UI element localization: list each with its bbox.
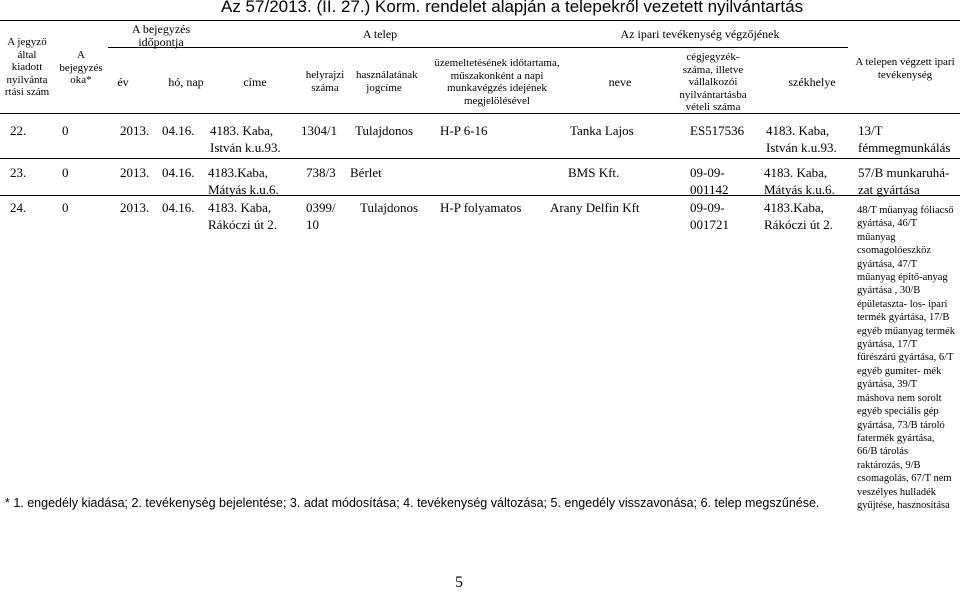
cell-jogcim: Tulajdonos	[355, 123, 414, 138]
cell-cim: 4183. Kaba, István k.u.93.	[210, 123, 281, 155]
footnote: * 1. engedély kiadása; 2. tevékenység bejelentése; 3. adat módosítása; 4. tevékenység változása; 5. engedély visszavonása; 6. telep megszűnése.	[5, 496, 820, 510]
cell-nr: 24.	[10, 200, 27, 215]
cell-neve: BMS Kft.	[568, 165, 620, 180]
cell-ok: 0	[62, 123, 69, 138]
cell-jogcim: Bérlet	[350, 165, 382, 180]
cell-ok: 0	[62, 200, 69, 215]
cell-neve: Tanka Lajos	[570, 123, 634, 138]
header-hasznalat: használatának jogcíme	[356, 69, 418, 94]
cell-hrsz: 1304/1	[301, 123, 338, 138]
cell-neve: Arany Delfin Kft	[550, 200, 640, 215]
header-top-rule	[0, 20, 960, 21]
cell-ho-nap: 04.16.	[162, 123, 195, 138]
cell-ev: 2013.	[120, 123, 150, 138]
row-rule	[0, 158, 960, 159]
cell-ok: 0	[62, 165, 69, 180]
cell-cim: 4183. Kaba, Rákóczi út 2.	[208, 200, 277, 232]
cell-ev: 2013.	[120, 165, 150, 180]
cell-uzemido: H-P folyamatos	[440, 200, 522, 215]
cell-cegj: 09-09- 001142	[690, 165, 729, 197]
header-neve: neve	[608, 75, 632, 89]
cell-jogcim: Tulajdonos	[360, 200, 419, 215]
header-nyilvantartasi-szam: A jegyző által kiadott nyilvánta rtási szám	[4, 36, 50, 98]
cell-szekhely: 4183. Kaba, István k.u.93.	[766, 123, 837, 155]
cell-hrsz: 738/3	[306, 165, 336, 180]
cell-tevekenyseg: 13/T fémmegmunkálás	[858, 123, 951, 155]
cell-nr: 23.	[10, 165, 27, 180]
header-cime: címe	[243, 75, 267, 89]
header-szekhely: székhelye	[788, 75, 836, 89]
header-bottom-rule	[0, 113, 960, 114]
header-cegjegyzek: cégjegyzék- száma, illetve vállalkozói nyilvántartásba vételi száma	[679, 51, 747, 113]
cell-uzemido: H-P 6-16	[440, 123, 488, 138]
cell-cim: 4183.Kaba, Mátyás k.u.6.	[208, 165, 279, 197]
header-tevekenyseg: A telepen végzett ipari tevékenység	[855, 56, 955, 81]
cell-cegj: ES517536	[690, 123, 745, 138]
header-telep-group: A telep	[362, 27, 398, 41]
cell-ev: 2013.	[120, 200, 150, 215]
header-ev: év	[117, 75, 129, 89]
header-vegzo-group: Az ipari tevékenység végzőjének	[620, 27, 780, 41]
cell-tevekenyseg: 57/B munkaruhá- zat gyártása	[858, 165, 950, 197]
header-mid-rule	[108, 47, 848, 48]
header-idopont: A bejegyzés időpontja	[131, 22, 191, 49]
cell-ho-nap: 04.16.	[162, 165, 195, 180]
cell-hrsz: 0399/ 10	[306, 200, 336, 232]
cell-ho-nap: 04.16.	[162, 200, 195, 215]
cell-nr: 22.	[10, 123, 27, 138]
cell-cegj: 09-09- 001721	[690, 200, 729, 232]
header-ho-nap: hó, nap	[168, 75, 204, 89]
cell-szekhely: 4183.Kaba, Rákóczi út 2.	[764, 200, 833, 232]
header-bejegyzes-oka: A bejegyzés oka*	[59, 49, 103, 86]
cell-tevekenyseg: 48/T műanyag fóliacső gyártása, 46/T műanyag csomagolóeszköz gyártása, 47/T műanyag építő-anyag gyártása , 30/B épületaszta- los- ipari termék gyártása, 17/B egyéb műanyag termék gyártása, 17/T fűrészárú gyártása, 6/T egyéb gumiter- mék gyártása, 39/T máshova nem sorolt egyéb speciális gép gyártása, 73/B tároló fatermék gyártása, 66/B tárolás raktározás, 9/B csomagolás, 67/T nem veszélyes hulladék gyűjtése, hasznosítása	[857, 205, 955, 511]
cell-szekhely: 4183. Kaba, Mátyás k.u.6.	[764, 165, 835, 197]
page-number: 5	[455, 574, 463, 591]
header-helyrajzi: helyrajzi száma	[305, 69, 345, 94]
header-uzemeltetes: üzemeltetésének időtartama, műszakonként a napi munkavégzés idejének megjelölésével	[434, 57, 560, 107]
page-title: Az 57/2013. (II. 27.) Korm. rendelet alapján a telepekről vezetett nyilvántartás	[221, 0, 804, 16]
